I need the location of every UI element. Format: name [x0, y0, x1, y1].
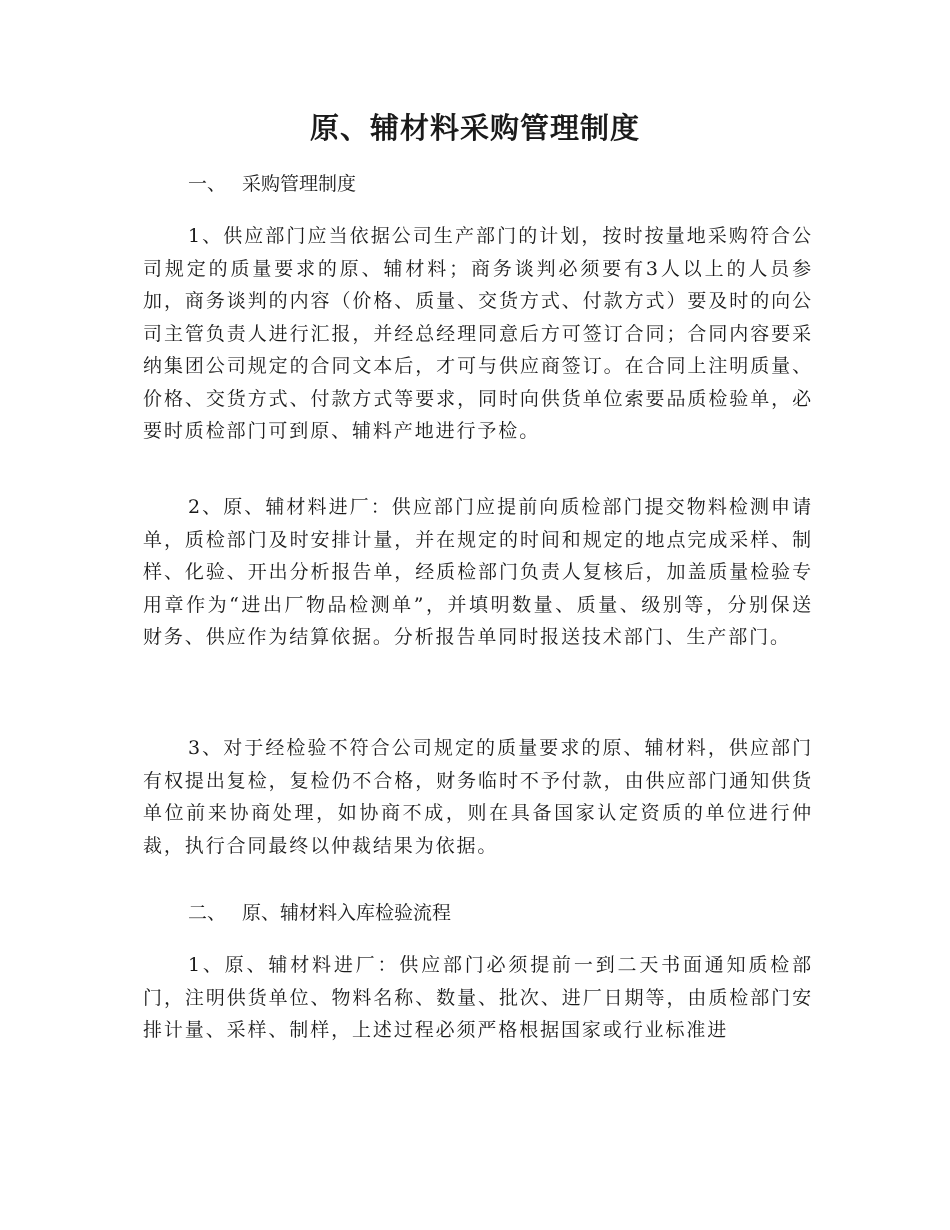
paragraph: 2、原、辅材料进厂：供应部门应提前向质检部门提交物料检测申请单，质检部门及时安排计量，并在规定的时间和规定的地点完成采样、制样、化验、开出分析报告单，经质检部门负责人复核后，加盖质量检验专用章作为“进出厂物品检测单”，并填明数量、质量、级别等，分别保送财务、供应作为结算依据。分析报告单同时报送技术部门、生产部门。	[143, 496, 813, 648]
document-title: 原、辅材料采购管理制度	[309, 111, 640, 145]
section-heading-2	[188, 900, 451, 926]
paragraph: 3、对于经检验不符合公司规定的质量要求的原、辅材料，供应部门有权提出复检，复检仍不合格，财务临时不予付款，由供应部门通知供货单位前来协商处理，如协商不成，则在具备国家认定资质的单位进行仲裁，执行合同最终以仲裁结果为依据。	[143, 737, 813, 857]
paragraph: 1、原、辅材料进厂：供应部门必须提前一到二天书面通知质检部门，注明供货单位、物料名称、数量、批次、进厂日期等，由质检部门安排计量、采样、制样，上述过程必须严格根据国家或行业标准进	[143, 954, 813, 1041]
section-number: 二、	[188, 902, 227, 924]
section-heading-1	[188, 171, 356, 197]
section-heading-text: 原、辅材料入库检验流程	[242, 902, 452, 924]
section-heading-text: 采购管理制度	[242, 173, 357, 195]
paragraph: 1、供应部门应当依据公司生产部门的计划，按时按量地采购符合公司规定的质量要求的原、辅材料；商务谈判必须要有3人以上的人员参加，商务谈判的内容（价格、质量、交货方式、付款方式）要及时的向公司主管负责人进行汇报，并经总经理同意后方可签订合同；合同内容要采纳集团公司规定的合同文本后，才可与供应商签订。在合同上注明质量、价格、交货方式、付款方式等要求，同时向供货单位索要品质检验单，必要时质检部门可到原、辅料产地进行予检。	[143, 225, 813, 442]
section-number: 一、	[188, 173, 227, 195]
